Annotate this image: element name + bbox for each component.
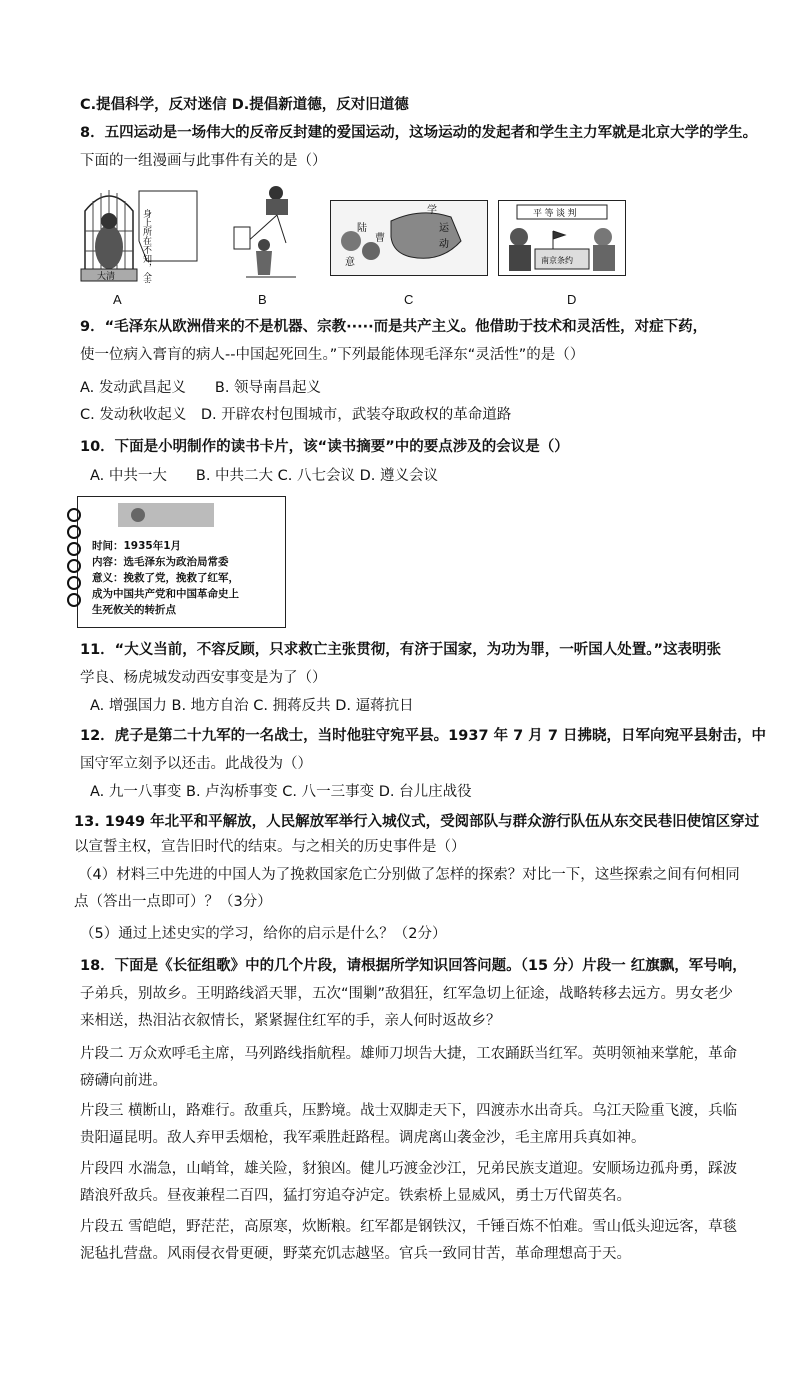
- card-meaning: 意义：挽救了党，挽救了红军，: [92, 572, 239, 584]
- q18-line3: 来相送，热泪沾衣叙情长，紧紧握住红军的手，亲人何时返故乡？: [80, 1013, 501, 1029]
- card-meaning-2: 成为中国共产党和中国革命史上: [92, 588, 239, 600]
- svg-text:学: 学: [427, 205, 437, 216]
- q9-line2: 使一位病入膏肓的病人--中国起死回生。”下列最能体现毛泽东“灵活性”的是（）: [80, 347, 585, 363]
- q10-options: A. 中共一大 B. 中共二大 C. 八七会议 D. 遵义会议: [90, 468, 438, 484]
- q18-fragment-4-line2: 踏浪歼敌兵。昼夜兼程二百四，猛打穷追夺泸定。铁索桥上显威风，勇士万代留英名。: [80, 1188, 631, 1204]
- cartoon-d-sign: 南京条约: [541, 256, 573, 265]
- reading-card: [77, 496, 286, 628]
- q18-fragment-2-line1: 片段二 万众欢呼毛主席，马列路线指航程。雄师刀坝告大捷，工农踊跃当红军。英明领袖来掌舵，革命: [80, 1046, 738, 1062]
- q18-fragment-5-line1: 片段五 雪皑皑，野茫茫，高原寒，炊断粮。红军都是钢铁汉，千锤百炼不怕难。雪山低头迎远客，草毯: [80, 1219, 738, 1235]
- q18-fragment-4-line1: 片段四 水湍急，山峭耸，雄关险，豺狼凶。健儿巧渡金沙江，兄弟民族支道迎。安顺场边孤舟勇，踩波: [80, 1161, 738, 1177]
- cartoon-b-figures: [226, 183, 304, 281]
- q13-line1: 13. 1949 年北平和平解放，人民解放军举行入城仪式，受阅部队与群众游行队伍从东交民巷旧使馆区穿过: [74, 814, 760, 830]
- label-c: C: [404, 292, 414, 307]
- svg-text:运: 运: [439, 223, 449, 234]
- card-meaning-3: 生死攸关的转折点: [92, 604, 176, 616]
- q11-options: A. 增强国力 B. 地方自治 C. 拥蒋反共 D. 逼蒋抗日: [90, 698, 414, 714]
- cartoon-d-negotiation: [498, 200, 626, 276]
- svg-text:陆: 陆: [357, 223, 367, 234]
- q8-line2: 下面的一组漫画与此事件有关的是（）: [80, 153, 327, 169]
- card-content: 内容：选毛泽东为政治局常委: [92, 556, 229, 568]
- label-b: B: [258, 292, 267, 307]
- q18-fragment-2-line2: 磅礴向前进。: [80, 1073, 167, 1089]
- label-d: D: [567, 292, 577, 307]
- q7-options-cd: C.提倡科学，反对迷信 D.提倡新道德，反对旧道德: [80, 97, 409, 113]
- label-a: A: [113, 292, 122, 307]
- q11-line2: 学良、杨虎城发动西安事变是为了（）: [80, 670, 327, 686]
- q11-line1: 11．“大义当前，不容反顾，只求救亡主张贯彻，有济于国家，为功为罪，一听国人处置。”这表明张: [80, 642, 721, 658]
- q9-options-ab: A. 发动武昌起义 B. 领导南昌起义: [80, 380, 322, 396]
- q4-line1: （4）材料三中先进的中国人为了挽救国家危亡分别做了怎样的探索？对比一下，这些探索之间有何相同: [78, 867, 740, 883]
- cartoon-d-banner: 平 等 谈 判: [533, 208, 577, 218]
- cartoon-a-speech: 身上所在不知，全身长着国安: [142, 209, 152, 283]
- q13-line2: 以宣誓主权，宣告旧时代的结束。与之相关的历史事件是（）: [74, 839, 466, 855]
- cartoon-a-bird-cage: [77, 181, 201, 283]
- q4-line2: 点（答出一点即可）？（3分）: [74, 894, 272, 910]
- svg-text:意: 意: [345, 257, 355, 268]
- q18-line2: 子弟兵，别故乡。王明路线滔天罪，五次“围剿”敌猖狂，红军急切上征途，战略转移去远方。男女老少: [80, 986, 734, 1002]
- card-binder-rings-icon: [56, 497, 96, 627]
- q10-stem: 10．下面是小明制作的读书卡片，该“读书摘要”中的要点涉及的会议是（）: [80, 439, 569, 455]
- svg-text:曹: 曹: [375, 233, 385, 244]
- cartoon-a-base-label: 大清: [97, 271, 116, 281]
- q9-line1: 9．“毛泽东从欧洲借来的不是机器、宗教·····而是共产主义。他借助于技术和灵活性，对症下药，: [80, 319, 708, 335]
- svg-text:动: 动: [439, 239, 449, 250]
- q18-fragment-3-line2: 贵阳逼昆明。敌人弃甲丢烟枪，我军乘胜赶路程。调虎离山袭金沙，毛主席用兵真如神。: [80, 1130, 646, 1146]
- q12-line1: 12．虎子是第二十九军的一名战士，当时他驻守宛平县。1937 年 7 月 7 日拂晓，日军向宛平县射击，中: [80, 728, 766, 744]
- q18-fragment-5-line2: 泥毡扎营盘。风雨侵衣骨更硬，野菜充饥志越坚。官兵一致同甘苦，革命理想高于天。: [80, 1246, 631, 1262]
- q5-text: （5）通过上述史实的学习，给你的启示是什么？（2分）: [80, 926, 447, 942]
- q18-line1: 18．下面是《长征组歌》中的几个片段，请根据所学知识回答问题。（15 分）片段一 红旗飘，军号响，: [80, 958, 747, 974]
- q9-options-cd: C. 发动秋收起义 D. 开辟农村包围城市，武装夺取政权的革命道路: [80, 407, 512, 423]
- card-time: 时间：1935年1月: [92, 540, 182, 552]
- q18-fragment-3-line1: 片段三 横断山，路难行。敌重兵，压黔境。战士双脚走天下，四渡赤水出奇兵。乌江天险重飞渡，兵临: [80, 1103, 738, 1119]
- cartoon-c-fist: [330, 200, 488, 276]
- q8-line1: 8．五四运动是一场伟大的反帝反封建的爱国运动，这场运动的发起者和学生主力军就是北京大学的学生。: [80, 125, 758, 141]
- q12-options: A. 九一八事变 B. 卢沟桥事变 C. 八一三事变 D. 台儿庄战役: [90, 784, 472, 800]
- q12-line2: 国守军立刻予以还击。此战役为（）: [80, 756, 312, 772]
